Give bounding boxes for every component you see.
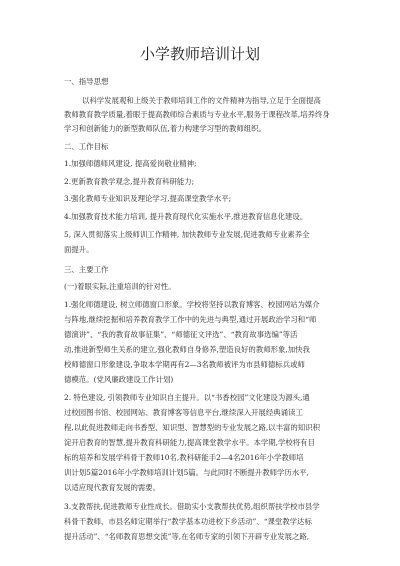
paragraph-line: 校师德窗口形象建设,争取本学期再有2—3名教师被评为市县师德标兵或师 — [64, 360, 305, 369]
paragraph-line: 动,推进新型师生关系的建立,强化教师自身修养,塑造良好的教师形象,加快我 — [64, 345, 310, 354]
list-item: 1.加强师德师风建设, 提高爱岗敬业精神; — [64, 159, 197, 168]
subsection-heading: (一)着眼实际,注重培训的针对性。 — [64, 282, 176, 291]
page-title: 小学教师培训计划 — [139, 45, 260, 63]
paragraph-line: 与阵地,继续挖掘和培养教育教学工作中的先进与典型,通过开展政治学习和“师 — [64, 315, 317, 324]
section-heading: 一、指导思想 — [64, 77, 109, 86]
paragraph-line: 过校园图书馆、校园网站、教育博客等信息平台,继续深入开展经典诵读工 — [64, 408, 303, 417]
paragraph-line: 学习和创新能力的新型教师队伍,着力构建学习型的教师组织。 — [64, 124, 266, 133]
paragraph-line: 程,以此促进教师走向书香型、知识型、智慧型的专业发展之路,以丰富的知识积 — [64, 423, 320, 432]
paragraph-line: 以科学发展观和上级关于教师培训工作的文件精神为指导,立足于全面提高 — [82, 96, 321, 105]
list-item: 2.更新教育教学观念,提升教育科研能力; — [64, 177, 195, 186]
paragraph-line: 教师教育教学质量,着眼于提高教师综合素质与专业水平,服务于课程改革,培养终身 — [64, 110, 330, 119]
paragraph-line: 标的培养和发展学科骨干教师10名,教科研能手2—4名2016年小学教师培 — [64, 453, 304, 462]
paragraph-line: 提升活动”、“名师教育思想交流”等,在名师专家的引领下开辟专业发展之路, — [64, 532, 310, 541]
paragraph-line: 德演讲”、“我的教育故事征集”、“师德征文评选”、“教育故事选编”等活 — [64, 330, 298, 339]
list-item: 4.加强教育技术能力培训, 提升教育现代化实施水平,推进教育信息化建设。 — [64, 212, 308, 221]
paragraph-line: 淀开启教育的智慧,提升教育科研能力,提高课堂教学水平。本学期,学校将有目 — [64, 438, 315, 447]
paragraph-line: 科骨干教师、市县名师定期举行“教学基本功进校下乡活动”、“课堂教学达标 — [64, 517, 312, 526]
section-heading: 二、工作目标 — [64, 142, 109, 151]
paragraph-line: 以适应现代教育发展的需要。 — [64, 483, 161, 492]
section-heading: 三、主要工作 — [64, 265, 109, 274]
list-item: 5, 深入贯彻落实上级师训工作精神, 加快教师专业发展,促进教师专业素养全 — [64, 230, 310, 239]
paragraph-line: 1.强化师德建设, 树立师德窗口形象。学校将坚持以教育博客、校园网站为媒介 — [64, 300, 320, 309]
paragraph-line: 德模范。(党风廉政建设工作计划) — [64, 375, 174, 384]
list-item-continuation: 面提升。 — [64, 245, 94, 254]
paragraph-line: 3.支教帮扶,促进教师专业性成长。借助实小支教帮扶优势,组织帮扶学校市县学 — [64, 502, 320, 511]
list-item: 3.强化教师专业知识及理论学习,提高课堂教学水平; — [64, 194, 232, 203]
paragraph-line: 训计划5篇2016年小学教师培训计划5篇。与此同时不断提升教师学历水平, — [64, 468, 309, 477]
paragraph-line: 2. 特色建设, 引领教师专业知识自主提升。以“书香校园”文化建设为源头,通 — [64, 393, 310, 402]
